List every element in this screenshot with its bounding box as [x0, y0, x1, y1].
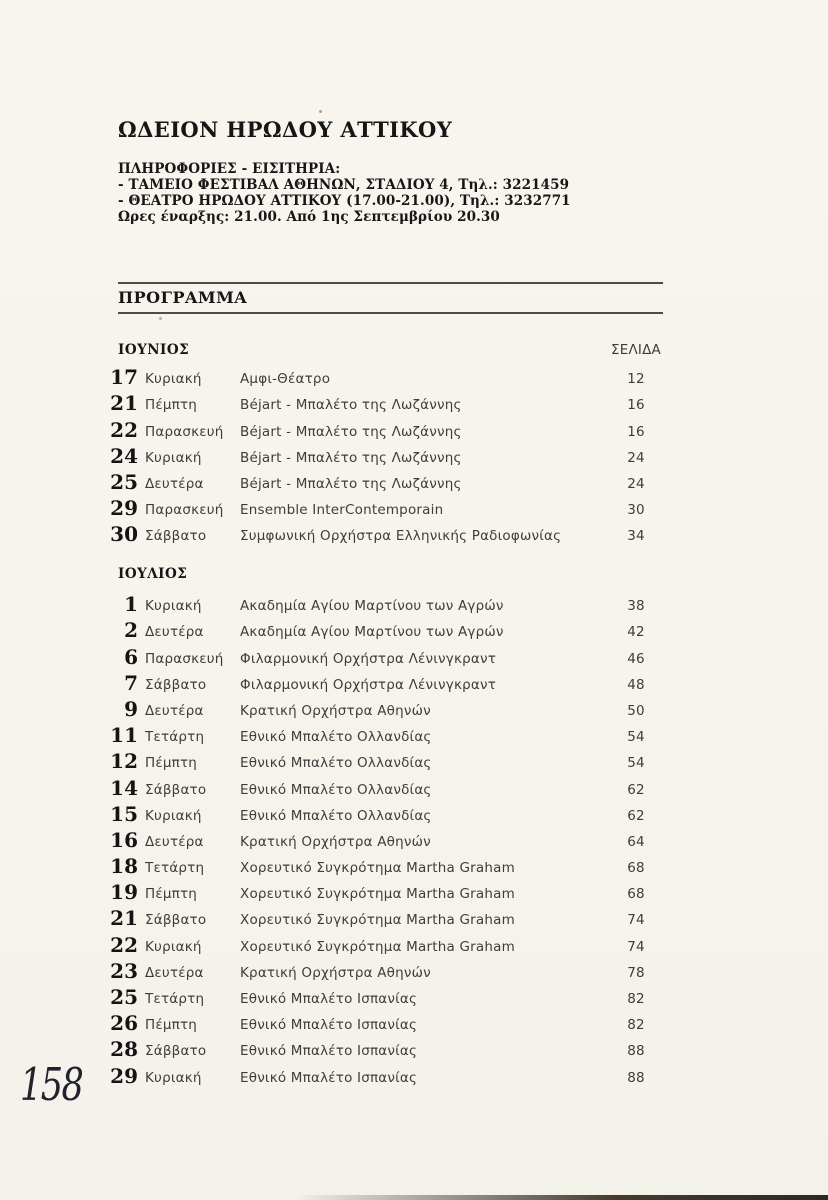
page-cell: 50 [627, 702, 645, 719]
date-cell: 11 [110, 723, 138, 748]
schedule-row [0, 751, 828, 777]
day-cell: Πέμπτη [145, 755, 198, 772]
event-cell: Χορευτικό Συγκρότημα Martha Graham [240, 912, 515, 929]
schedule-row [0, 419, 828, 445]
page-cell: 82 [627, 991, 645, 1007]
page-cell: 68 [627, 886, 645, 903]
day-cell: Κυριακή [145, 449, 202, 466]
event-cell: Αμφι-Θέατρο [240, 371, 331, 388]
event-cell: Κρατική Ορχήστρα Αθηνών [240, 964, 431, 981]
info-block [118, 161, 571, 225]
day-cell: Σάββατο [145, 1043, 207, 1060]
schedule-row [0, 620, 828, 646]
event-cell: Ensemble InterContemporain [240, 502, 444, 519]
page-cell: 88 [627, 1069, 645, 1086]
day-cell: Πέμπτη [145, 397, 198, 414]
program-rule-top [118, 282, 663, 284]
page-cell: 12 [627, 371, 645, 388]
schedule-row [0, 958, 828, 987]
program-rule-bottom [118, 312, 663, 314]
day-cell: Δευτέρα [145, 624, 204, 641]
day-cell: Σάββατο [145, 676, 207, 693]
program-heading: ΠΡΟΓΡΑΜΜΑ [118, 288, 248, 307]
event-cell: Εθνικό Μπαλέτο Ολλανδίας [240, 807, 432, 824]
venue-title: ΩΔΕΙΟΝ ΗΡΩΔΟΥ ΑΤΤΙΚΟΥ [118, 117, 453, 142]
date-cell: 22 [110, 932, 138, 957]
page-cell: 74 [627, 938, 645, 955]
date-cell: 25 [110, 985, 138, 1009]
event-cell: Κρατική Ορχήστρα Αθηνών [240, 702, 431, 719]
event-cell: Béjart - Μπαλέτο της Λωζάννης [240, 423, 462, 440]
date-cell: 15 [110, 801, 138, 826]
schedule-row [0, 987, 828, 1013]
day-cell: Σάββατο [145, 528, 207, 545]
page-cell: 88 [627, 1043, 645, 1060]
date-cell: 9 [124, 696, 138, 721]
event-cell: Κρατική Ορχήστρα Αθηνών [240, 833, 431, 850]
day-cell: Παρασκευή [145, 650, 224, 667]
day-cell: Κυριακή [145, 1069, 202, 1086]
day-cell: Κυριακή [145, 371, 202, 388]
scan-edge-shadow [295, 1195, 828, 1200]
date-cell: 24 [110, 443, 138, 468]
date-cell: 23 [110, 958, 138, 983]
schedule-row [0, 670, 828, 699]
page-folio-number: 158 [20, 1058, 83, 1111]
schedule-row [0, 696, 828, 725]
day-cell: Παρασκευή [145, 502, 224, 519]
event-cell: Εθνικό Μπαλέτο Ολλανδίας [240, 781, 432, 798]
page-cell: 30 [627, 502, 645, 519]
date-cell: 29 [110, 1063, 138, 1088]
page-cell: 48 [627, 676, 645, 693]
scan-speck [319, 110, 322, 113]
date-cell: 2 [124, 618, 138, 643]
scan-speck [159, 317, 162, 320]
date-cell: 26 [110, 1011, 138, 1036]
day-cell: Πέμπτη [145, 886, 198, 903]
day-cell: Κυριακή [145, 938, 202, 955]
day-cell: Πέμπτη [145, 1017, 198, 1034]
page-cell: 74 [627, 912, 645, 929]
schedule-row [0, 524, 828, 550]
schedule-row [0, 443, 828, 472]
info-line: - ΤΑΜΕΙΟ ΦΕΣΤΙΒΑΛ ΑΘΗΝΩΝ, ΣΤΑΔΙΟΥ 4, Τηλ.: 3221459 [118, 177, 570, 193]
schedule-row [0, 777, 828, 803]
schedule-row [0, 393, 828, 419]
page-cell: 54 [627, 729, 645, 746]
schedule-row [0, 646, 828, 672]
event-cell: Εθνικό Μπαλέτο Ισπανίας [240, 1043, 418, 1060]
section-rows [0, 594, 828, 1092]
info-line: Ωρες έναρξης: 21.00. Από 1ης Σεπτεμβρίου 20.30 [118, 209, 500, 225]
day-cell: Τετάρτη [145, 729, 205, 746]
date-cell: 29 [110, 496, 138, 521]
page-cell: 16 [627, 423, 645, 440]
section-rows [0, 367, 828, 550]
schedule-row [0, 498, 828, 524]
date-cell: 14 [110, 775, 138, 800]
event-cell: Φιλαρμονική Ορχήστρα Λένινγκραντ [240, 650, 497, 667]
event-cell: Béjart - Μπαλέτο της Λωζάννης [240, 449, 462, 466]
day-cell: Κυριακή [145, 598, 202, 615]
date-cell: 30 [110, 522, 138, 547]
page-column-header: ΣΕΛΙΔΑ [611, 342, 661, 358]
day-cell: Παρασκευή [145, 423, 224, 440]
page-cell: 62 [627, 807, 645, 824]
page-cell: 38 [627, 598, 645, 615]
event-cell: Χορευτικό Συγκρότημα Martha Graham [240, 938, 515, 955]
schedule-row [0, 367, 828, 393]
date-cell: 19 [110, 880, 138, 905]
date-cell: 6 [124, 644, 138, 669]
day-cell: Τετάρτη [145, 991, 205, 1007]
page-cell: 64 [627, 833, 645, 850]
month-label: ΙΟΥΛΙΟΣ [118, 566, 188, 582]
page-cell: 68 [627, 860, 645, 877]
info-line: - ΘΕΑΤΡΟ ΗΡΩΔΟΥ ΑΤΤΙΚΟΥ (17.00-21.00), Τηλ.: 3232771 [118, 193, 571, 209]
page-cell: 62 [627, 781, 645, 798]
event-cell: Εθνικό Μπαλέτο Ισπανίας [240, 991, 418, 1007]
info-heading: ΠΛΗΡΟΦΟΡΙΕΣ - ΕΙΣΙΤΗΡΙΑ: [118, 161, 341, 177]
date-cell: 1 [124, 592, 138, 617]
page-cell: 24 [627, 475, 645, 492]
date-cell: 12 [110, 749, 138, 774]
day-cell: Δευτέρα [145, 702, 204, 719]
event-cell: Φιλαρμονική Ορχήστρα Λένινγκραντ [240, 676, 497, 693]
schedule-row [0, 725, 828, 751]
event-cell: Χορευτικό Συγκρότημα Martha Graham [240, 886, 515, 903]
schedule-row [0, 882, 828, 908]
event-cell: Ακαδημία Αγίου Μαρτίνου των Αγρών [240, 598, 504, 615]
page-cell: 42 [627, 624, 645, 641]
schedule-row [0, 469, 828, 498]
schedule-row [0, 856, 828, 882]
date-cell: 16 [110, 827, 138, 852]
date-cell: 7 [124, 670, 138, 695]
event-cell: Εθνικό Μπαλέτο Ολλανδίας [240, 755, 432, 772]
month-label: ΙΟΥΝΙΟΣ [118, 342, 190, 358]
day-cell: Δευτέρα [145, 833, 204, 850]
event-cell: Béjart - Μπαλέτο της Λωζάννης [240, 397, 462, 414]
schedule-row [0, 1065, 828, 1091]
event-cell: Χορευτικό Συγκρότημα Martha Graham [240, 860, 515, 877]
date-cell: 25 [110, 469, 138, 494]
page-cell: 34 [627, 528, 645, 545]
event-cell: Εθνικό Μπαλέτο Ισπανίας [240, 1069, 418, 1086]
page-cell: 24 [627, 449, 645, 466]
day-cell: Δευτέρα [145, 475, 204, 492]
page-cell: 46 [627, 650, 645, 667]
date-cell: 21 [110, 391, 138, 416]
day-cell: Κυριακή [145, 807, 202, 824]
event-cell: Εθνικό Μπαλέτο Ισπανίας [240, 1017, 418, 1034]
page-cell: 78 [627, 964, 645, 981]
page-cell: 82 [627, 1017, 645, 1034]
day-cell: Τετάρτη [145, 860, 205, 877]
day-cell: Σάββατο [145, 781, 207, 798]
event-cell: Συμφωνική Ορχήστρα Ελληνικής Ραδιοφωνίας [240, 528, 562, 545]
day-cell: Δευτέρα [145, 964, 204, 981]
schedule-row [0, 908, 828, 934]
date-cell: 18 [110, 854, 138, 879]
schedule-row [0, 934, 828, 960]
schedule-row [0, 594, 828, 620]
date-cell: 28 [110, 1037, 138, 1062]
schedule-row [0, 801, 828, 830]
date-cell: 22 [110, 417, 138, 442]
event-cell: Ακαδημία Αγίου Μαρτίνου των Αγρών [240, 624, 504, 641]
schedule-row [0, 827, 828, 856]
event-cell: Béjart - Μπαλέτο της Λωζάννης [240, 475, 462, 492]
date-cell: 21 [110, 906, 138, 931]
day-cell: Σάββατο [145, 912, 207, 929]
schedule-row [0, 1013, 828, 1039]
page-cell: 16 [627, 397, 645, 414]
schedule-row [0, 1039, 828, 1065]
event-cell: Εθνικό Μπαλέτο Ολλανδίας [240, 729, 432, 746]
page-cell: 54 [627, 755, 645, 772]
date-cell: 17 [110, 365, 138, 390]
